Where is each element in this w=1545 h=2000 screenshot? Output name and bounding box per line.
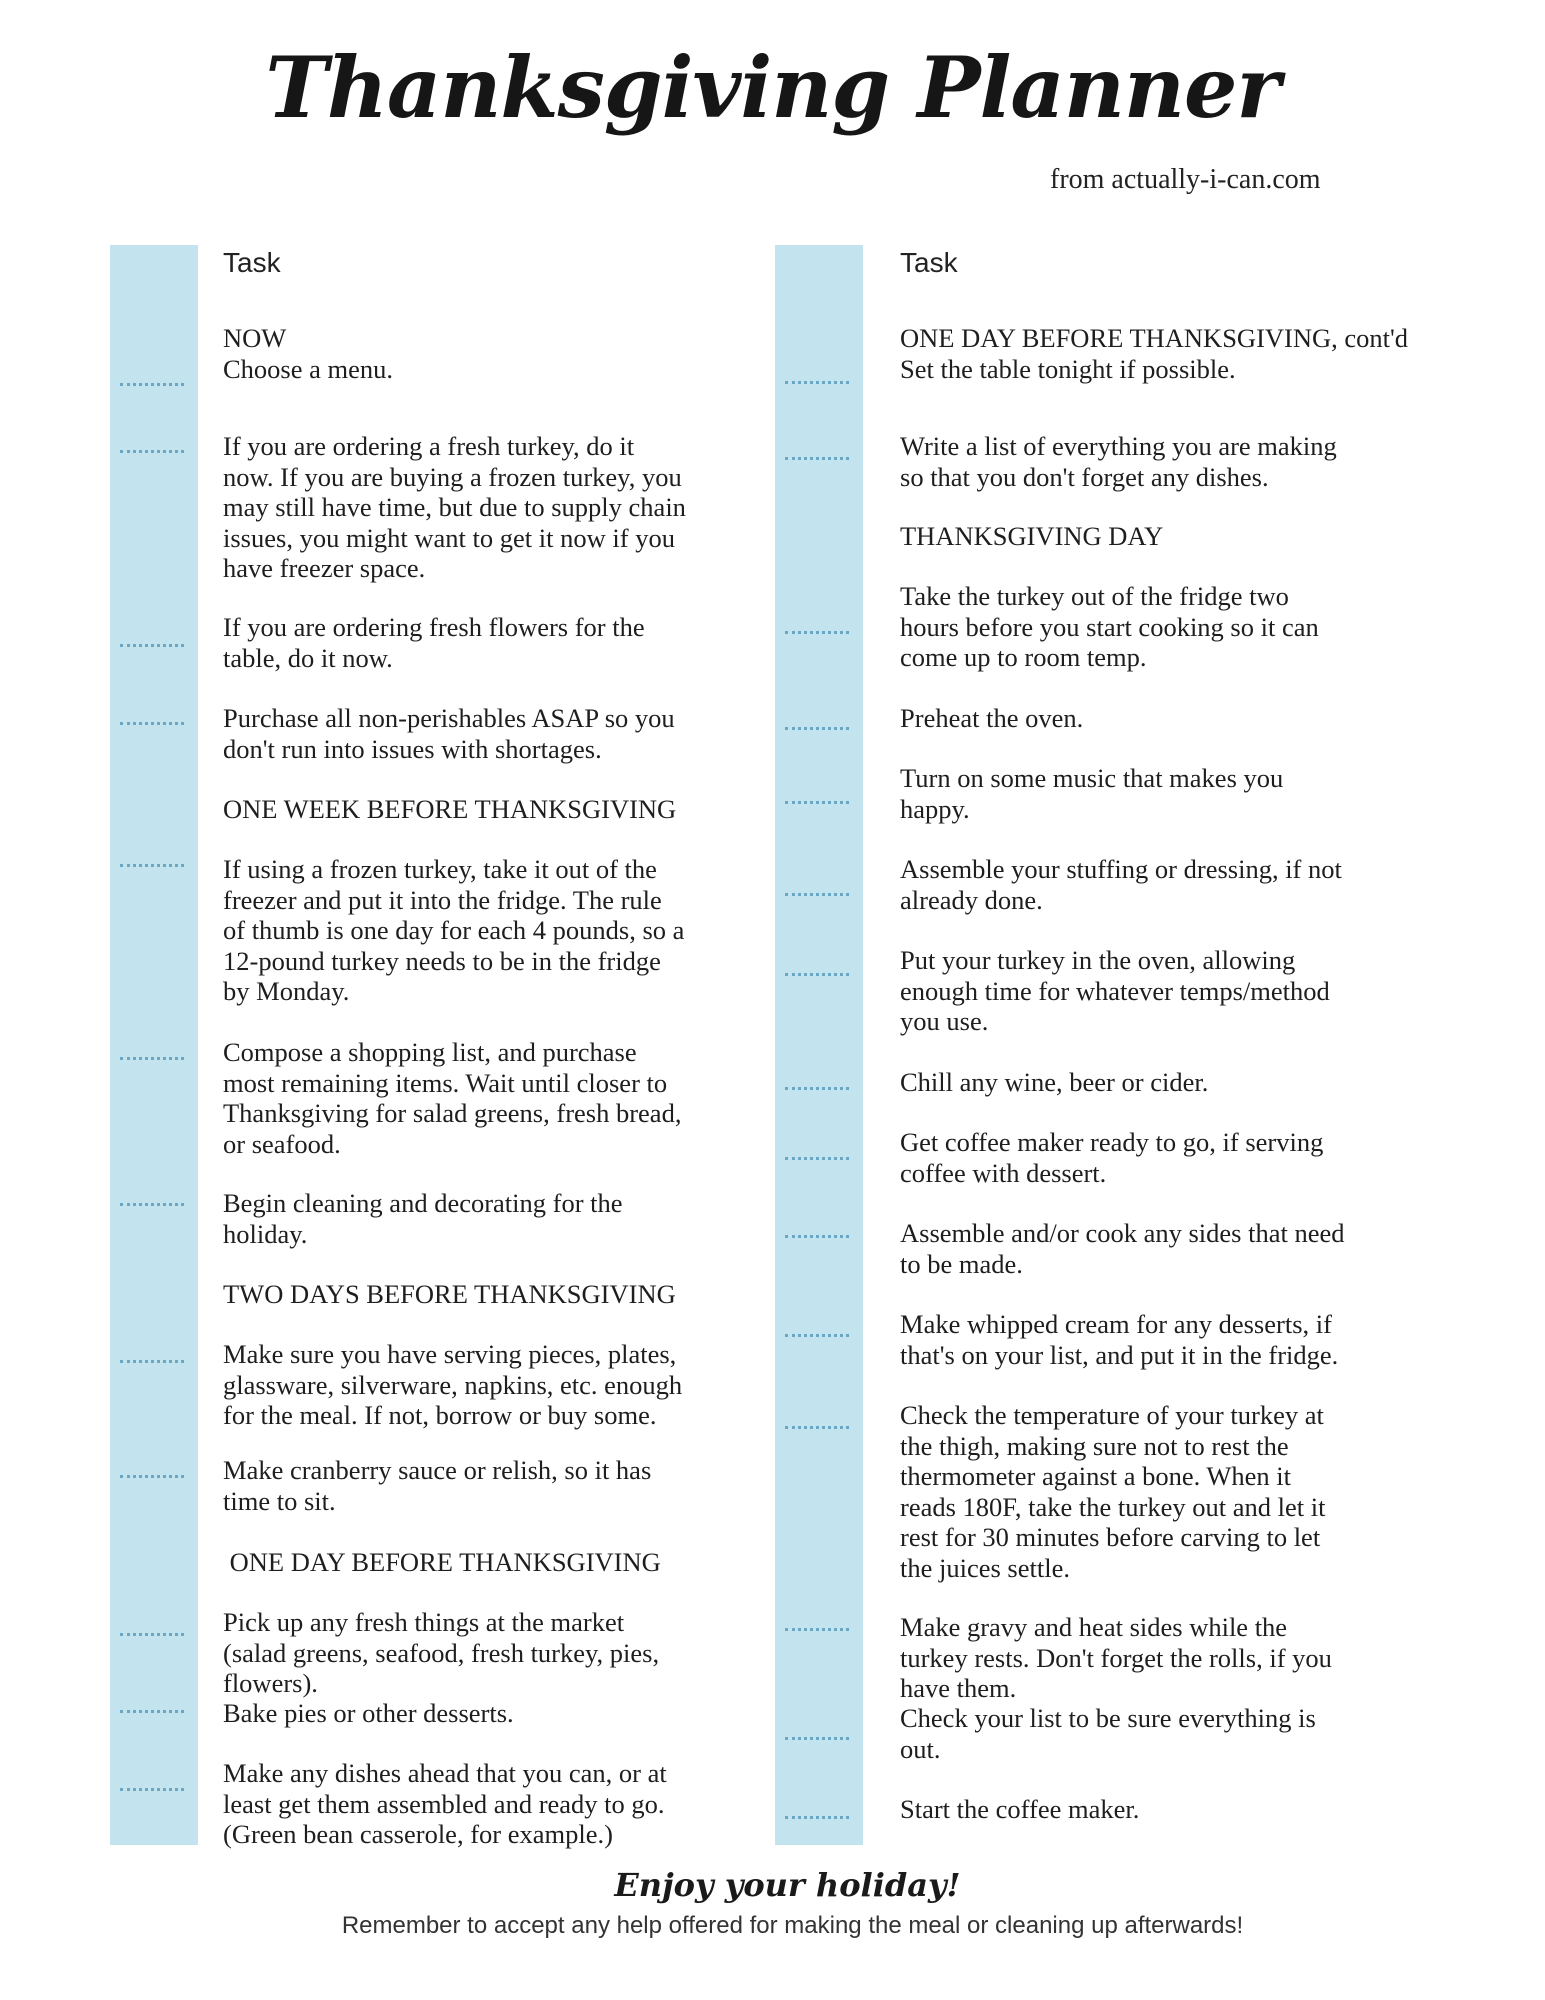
checkbox-bar [775, 245, 863, 1845]
task-item [900, 945, 1440, 1037]
checkbox-line[interactable] [120, 1633, 184, 1636]
checkbox-line[interactable] [120, 1057, 184, 1060]
task-line: hours before you start cooking so it can [900, 611, 1319, 642]
checkbox-line[interactable] [785, 1628, 849, 1631]
task-item [900, 1794, 1440, 1825]
task-item [900, 763, 1440, 824]
task-item [223, 1037, 763, 1159]
task-item [900, 521, 1440, 552]
task-line: holiday. [223, 1218, 308, 1249]
checkbox-line[interactable] [120, 383, 184, 386]
task-line: Compose a shopping list, and purchase [223, 1037, 637, 1067]
task-line: have them. [900, 1673, 1017, 1703]
checkbox-line[interactable] [120, 1360, 184, 1363]
task-line: Turn on some music that makes you [900, 763, 1284, 793]
task-line: of thumb is one day for each 4 pounds, so a [223, 915, 685, 945]
task-line: Make whipped cream for any desserts, if [900, 1309, 1332, 1339]
task-item [223, 854, 763, 1007]
task-item [223, 612, 763, 673]
task-item [223, 1455, 763, 1516]
task-item [223, 703, 763, 764]
task-line: Make gravy and heat sides while the [900, 1612, 1288, 1642]
checkbox-line[interactable] [785, 1334, 849, 1337]
task-line: THANKSGIVING DAY [900, 521, 1164, 551]
task-item [900, 581, 1440, 673]
task-line: Thanksgiving for salad greens, fresh bread, [223, 1098, 682, 1128]
left-column-heading: Task [223, 247, 281, 278]
task-line: issues, you might want to get it now if you [223, 522, 675, 553]
task-item [223, 1698, 763, 1729]
task-line: Put your turkey in the oven, allowing [900, 945, 1296, 975]
task-item [900, 431, 1440, 492]
footer-note: Remember to accept any help offered for making the meal or cleaning up afterwards! [341, 1912, 1244, 1939]
task-item [900, 1400, 1440, 1583]
task-line: Make sure you have serving pieces, plates, [223, 1339, 677, 1369]
task-line: table, do it now. [223, 642, 393, 673]
checkbox-line[interactable] [120, 722, 184, 725]
task-line: If you are ordering a fresh turkey, do it [223, 431, 635, 461]
checkbox-line[interactable] [785, 1816, 849, 1819]
task-line: out. [900, 1733, 941, 1764]
task-line: 12-pound turkey needs to be in the fridge [223, 945, 661, 976]
task-line: Take the turkey out of the fridge two [900, 581, 1289, 611]
checkbox-line[interactable] [785, 1235, 849, 1238]
task-line: Assemble and/or cook any sides that need [900, 1218, 1345, 1248]
task-line: freezer and put it into the fridge. The rule [223, 884, 662, 915]
checkbox-line[interactable] [785, 1157, 849, 1160]
task-line: Write a list of everything you are making [900, 431, 1337, 461]
task-line: Make any dishes ahead that you can, or at [223, 1758, 667, 1788]
task-line: have freezer space. [223, 553, 426, 583]
task-item [223, 1547, 763, 1578]
checkbox-line[interactable] [785, 893, 849, 896]
task-item [900, 1218, 1440, 1279]
task-line: rest for 30 minutes before carving to let [900, 1522, 1321, 1552]
checkbox-line[interactable] [120, 1788, 184, 1791]
task-line: coffee with dessert. [900, 1157, 1107, 1188]
task-item [900, 1067, 1440, 1098]
task-line: Start the coffee maker. [900, 1794, 1140, 1824]
task-item [223, 1758, 763, 1850]
task-line: enough time for whatever temps/method [900, 975, 1330, 1006]
task-line: Set the table tonight if possible. [900, 353, 1236, 384]
task-line: time to sit. [223, 1485, 336, 1516]
task-line: already done. [900, 884, 1043, 915]
task-line: NOW [223, 323, 287, 353]
task-line: you use. [900, 1006, 989, 1036]
task-line: Make cranberry sauce or relish, so it has [223, 1455, 652, 1485]
task-line: Begin cleaning and decorating for the [223, 1188, 623, 1218]
task-item [223, 794, 763, 825]
task-line: ONE DAY BEFORE THANKSGIVING, cont'd [900, 323, 1409, 353]
task-item [223, 323, 763, 384]
task-line: by Monday. [223, 976, 350, 1006]
checkbox-line[interactable] [785, 801, 849, 804]
checkbox-line[interactable] [120, 864, 184, 867]
checkbox-line[interactable] [785, 381, 849, 384]
task-item [223, 1607, 763, 1699]
task-line: Assemble your stuffing or dressing, if not [900, 854, 1342, 884]
task-line: least get them assembled and ready to go. [223, 1788, 665, 1819]
task-line: If you are ordering fresh flowers for the [223, 612, 645, 642]
task-item [900, 1309, 1440, 1370]
right-task-column [775, 245, 1409, 1845]
checkbox-line[interactable] [785, 1087, 849, 1090]
task-line: may still have time, but due to supply chain [223, 492, 686, 522]
task-line: If using a frozen turkey, take it out of the [223, 854, 657, 884]
task-item [900, 323, 1440, 384]
task-item [223, 1339, 763, 1431]
task-line: thermometer against a bone. When it [900, 1461, 1291, 1491]
task-line: Chill any wine, beer or cider. [900, 1067, 1209, 1097]
task-item [223, 1188, 763, 1249]
task-item [223, 1279, 763, 1310]
checkbox-line[interactable] [785, 1426, 849, 1429]
task-line: most remaining items. Wait until closer to [223, 1067, 668, 1098]
task-line: the juices settle. [900, 1552, 1070, 1583]
task-line: come up to room temp. [900, 642, 1147, 672]
task-line: Purchase all non-perishables ASAP so you [223, 703, 675, 733]
task-item [900, 854, 1440, 915]
task-line: TWO DAYS BEFORE THANKSGIVING [223, 1279, 676, 1309]
task-line: ONE WEEK BEFORE THANKSGIVING [223, 794, 677, 824]
task-line: (Green bean casserole, for example.) [223, 1819, 613, 1849]
source-credit: from actually-i-can.com [1050, 164, 1321, 195]
checkbox-bar [110, 245, 198, 1845]
checkbox-line[interactable] [120, 1203, 184, 1206]
task-item [900, 703, 1440, 734]
signoff: Enjoy your holiday! [614, 1866, 961, 1904]
task-line: Check your list to be sure everything is [900, 1703, 1316, 1733]
task-line: flowers). [223, 1668, 318, 1698]
checkbox-line[interactable] [120, 1710, 184, 1713]
task-line: reads 180F, take the turkey out and let it [900, 1491, 1326, 1522]
task-line: happy. [900, 793, 970, 824]
task-item [900, 1703, 1440, 1764]
task-line: Bake pies or other desserts. [223, 1698, 514, 1728]
task-line: don't run into issues with shortages. [223, 733, 602, 764]
checkbox-line[interactable] [785, 1737, 849, 1740]
task-line: so that you don't forget any dishes. [900, 461, 1269, 492]
task-line: Get coffee maker ready to go, if serving [900, 1127, 1324, 1157]
checkbox-line[interactable] [120, 450, 184, 453]
task-line: now. If you are buying a frozen turkey, you [223, 461, 682, 492]
task-line: glassware, silverware, napkins, etc. enough [223, 1369, 683, 1400]
checkbox-line[interactable] [785, 457, 849, 460]
task-item [223, 431, 763, 584]
task-item [900, 1612, 1440, 1704]
checkbox-line[interactable] [120, 1475, 184, 1478]
checkbox-line[interactable] [120, 644, 184, 647]
task-line: for the meal. If not, borrow or buy some. [223, 1400, 657, 1430]
task-line: (salad greens, seafood, fresh turkey, pies, [223, 1637, 660, 1668]
task-line: or seafood. [223, 1128, 341, 1159]
task-line: the thigh, making sure not to rest the [900, 1430, 1289, 1461]
task-line: Check the temperature of your turkey at [900, 1400, 1324, 1430]
task-line: ONE DAY BEFORE THANKSGIVING [223, 1547, 661, 1577]
checkbox-line[interactable] [785, 973, 849, 976]
left-task-column [110, 245, 710, 1849]
task-line: to be made. [900, 1248, 1023, 1279]
task-item [900, 1127, 1440, 1188]
checkbox-line[interactable] [785, 727, 849, 730]
task-line: Pick up any fresh things at the market [223, 1607, 625, 1637]
page-title: Thanksgiving Planner [265, 38, 1280, 137]
task-line: Choose a menu. [223, 353, 394, 384]
right-column-heading: Task [900, 247, 958, 278]
task-line: that's on your list, and put it in the fridge. [900, 1339, 1339, 1370]
task-line: turkey rests. Don't forget the rolls, if you [900, 1642, 1332, 1673]
task-line: Preheat the oven. [900, 703, 1084, 733]
checkbox-line[interactable] [785, 631, 849, 634]
